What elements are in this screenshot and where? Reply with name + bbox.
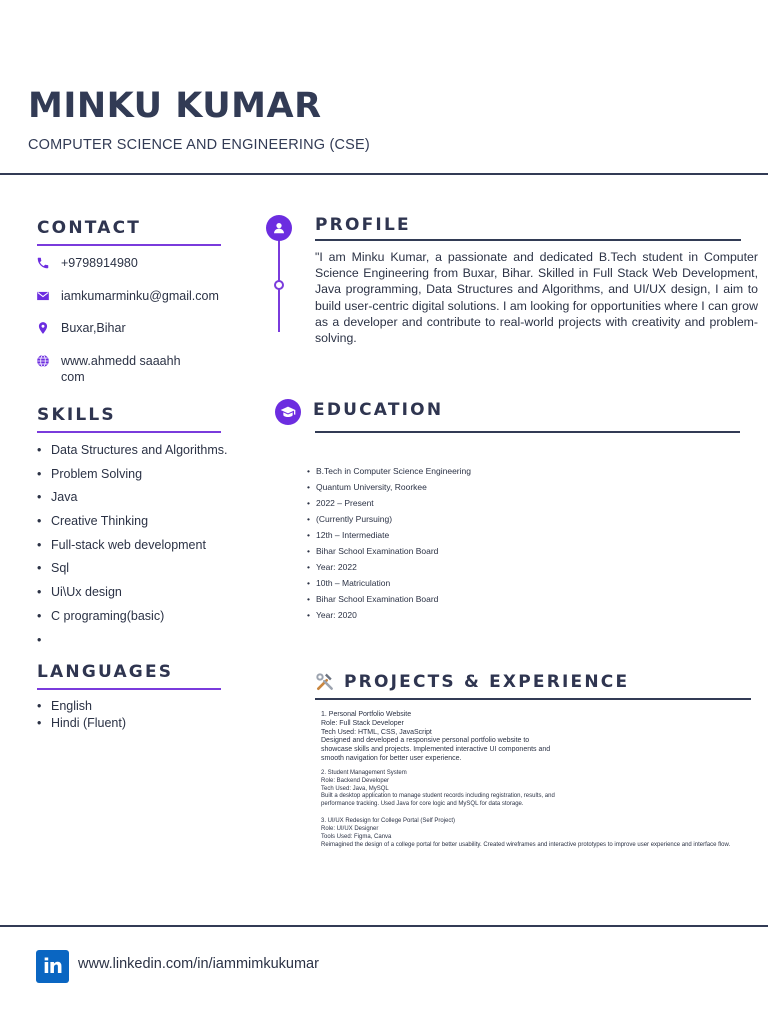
project-line: Tech Used: Java, MySQL (321, 785, 389, 792)
list-item: • Java (37, 490, 227, 514)
profile-underline (315, 239, 741, 241)
mail-icon (36, 289, 50, 303)
list-item: • Quantum University, Roorkee (307, 479, 471, 495)
project-portfolio (321, 711, 550, 764)
skills-list (37, 443, 227, 656)
projects-underline (315, 698, 751, 700)
list-item: • Year: 2020 (307, 607, 471, 623)
email-text: iamkumarminku@gmail.com (61, 289, 219, 303)
project-ui-redesign (321, 817, 730, 849)
project-line: Built a desktop application to manage student records including registration, results, and (321, 793, 555, 800)
list-item: • Bihar School Examination Board (307, 543, 471, 559)
list-item: • 2022 – Present (307, 495, 471, 511)
project-line: 3. UI/UX Redesign for College Portal (Self Project) (321, 818, 456, 824)
project-student-management (321, 770, 555, 809)
contact-location (36, 320, 126, 336)
languages-list (37, 699, 126, 732)
location-pin-icon (36, 321, 50, 335)
project-line: Role: Full Stack Developer (321, 719, 404, 727)
project-line: Role: Backend Developer (321, 777, 390, 784)
education-list (307, 463, 471, 623)
linkedin-logo-icon: in (36, 950, 69, 983)
list-item (37, 633, 227, 657)
list-item: • 10th – Matriculation (307, 575, 471, 591)
location-text: Buxar,Bihar (61, 321, 126, 335)
project-line: Designed and developed a responsive personal portfolio website to (321, 737, 530, 745)
project-line: Role: UI/UX Designer (321, 826, 379, 832)
user-icon (266, 215, 292, 241)
contact-phone (36, 255, 138, 271)
contact-title: CONTACT (37, 218, 142, 238)
list-item: • Problem Solving (37, 467, 227, 491)
project-line: Tech Used: HTML, CSS, JavaScript (321, 728, 432, 736)
footer-divider (0, 925, 768, 927)
contact-underline (37, 244, 221, 246)
project-line: 2. Student Management System (321, 770, 407, 776)
project-line: Reimagined the design of a college portal for better usability. Created wireframes and interactive prototypes to improve user experience and interface flow. (321, 842, 731, 848)
list-item: • Full-stack web development (37, 538, 227, 562)
list-item: • Ui\Ux design (37, 585, 227, 609)
hammer-wrench-icon (315, 672, 335, 692)
list-item: • Year: 2022 (307, 559, 471, 575)
linkedin-url[interactable]: www.linkedin.com/in/iammimkukumar (78, 956, 319, 972)
list-item: • Data Structures and Algorithms. (37, 443, 227, 467)
project-line: showcase skills and projects. Implemented interactive UI components and (321, 746, 551, 754)
skills-title: SKILLS (37, 405, 116, 425)
languages-title: LANGUAGES (37, 662, 174, 682)
project-line: 1. Personal Portfolio Website (321, 711, 412, 718)
profile-title: PROFILE (315, 215, 411, 235)
project-line: performance tracking. Used Java for core logic and MySQL for data storage. (321, 801, 524, 808)
phone-text: +9798914980 (61, 256, 138, 270)
project-line: smooth navigation for better user experience. (321, 754, 462, 762)
contact-email (36, 288, 219, 304)
phone-icon (36, 256, 50, 270)
education-underline (315, 431, 740, 433)
contact-website (36, 353, 181, 385)
website-text: www.ahmedd saaahh com (61, 354, 181, 384)
list-item: • 12th – Intermediate (307, 527, 471, 543)
profile-paragraph: "I am Minku Kumar, a passionate and dedicated B.Tech student in Computer Science Engineering from Buxar, Bihar. Skilled in Full Stack Web Development, Java programming, Data Structures and Algorithms, and UI/UX design, I aim to build user-centric digital solutions. I am looking for opportunities where I can grow as a developer and contribute to real-world projects with creativity and problem-solving. (315, 250, 758, 346)
education-title: EDUCATION (313, 400, 444, 420)
list-item: • Sql (37, 561, 227, 585)
header-divider (0, 173, 768, 175)
list-item: • Bihar School Examination Board (307, 591, 471, 607)
globe-icon (36, 354, 50, 368)
list-item: • (Currently Pursuing) (307, 511, 471, 527)
languages-underline (37, 688, 221, 690)
resume-subtitle: COMPUTER SCIENCE AND ENGINEERING (CSE) (28, 137, 370, 153)
list-item: • B.Tech in Computer Science Engineering (307, 463, 471, 479)
list-item: • C programing(basic) (37, 609, 227, 633)
list-item: • Creative Thinking (37, 514, 227, 538)
list-item: • Hindi (Fluent) (37, 716, 126, 733)
resume-name: MINKU KUMAR (28, 86, 322, 126)
list-item: • English (37, 699, 126, 716)
profile-timeline-dot (274, 280, 284, 290)
project-line: Tools Used: Figma, Canva (321, 834, 392, 840)
graduation-cap-icon (275, 399, 301, 425)
projects-title: PROJECTS & EXPERIENCE (344, 672, 630, 692)
skills-underline (37, 431, 221, 433)
